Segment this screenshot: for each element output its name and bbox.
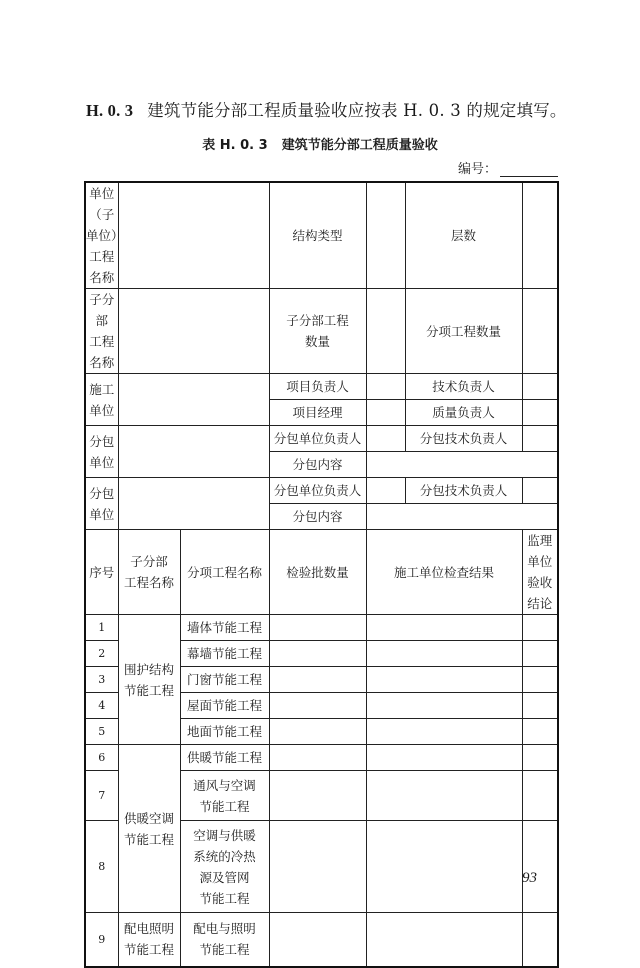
item-name <box>180 719 269 745</box>
item-name <box>180 913 269 967</box>
batch-count-value[interactable] <box>269 745 366 771</box>
supervisor-header-line: 验收结论 <box>527 575 553 611</box>
sub-tech-leader-2-label: 分包技术负责人 <box>405 478 522 504</box>
supervisor-value[interactable] <box>522 667 558 693</box>
table-number: 表 H. 0. 3 <box>202 138 268 153</box>
item-name <box>180 771 269 821</box>
structure-type-value[interactable] <box>366 182 405 289</box>
sub-tech-leader-label: 分包技术负责人 <box>405 426 522 452</box>
contractor-result-value[interactable] <box>366 693 522 719</box>
supervisor-value[interactable] <box>522 771 558 821</box>
sub-division-name-label-line: 工程名称 <box>89 334 115 370</box>
item-name-line: 地面节能工程 <box>186 724 262 739</box>
item-name <box>180 667 269 693</box>
batch-count-value[interactable] <box>269 693 366 719</box>
row-number: 1 <box>85 615 118 641</box>
contractor-result-value[interactable] <box>366 719 522 745</box>
sub-division-count-label <box>269 289 366 374</box>
batch-count-value[interactable] <box>269 719 366 745</box>
contractor-label: 施工单位 <box>85 374 118 426</box>
batch-count-value[interactable] <box>269 913 366 967</box>
item-count-value[interactable] <box>522 289 558 374</box>
table-row <box>85 478 558 504</box>
sub-division-name-label <box>85 289 118 374</box>
table-row <box>85 913 558 967</box>
contractor-result-value[interactable] <box>366 667 522 693</box>
item-name <box>180 693 269 719</box>
sub-content-2-value[interactable] <box>366 504 558 530</box>
item-count-label: 分项工程数量 <box>405 289 522 374</box>
group-name-line: 节能工程 <box>123 831 174 847</box>
unit-name-label <box>85 182 124 289</box>
item-name-line: 屋面节能工程 <box>186 698 262 713</box>
row-number: 8 <box>85 821 118 913</box>
section-number: H. 0. 3 <box>86 101 134 120</box>
item-name-line: 配电与照明 <box>193 921 256 937</box>
contractor-value[interactable] <box>118 374 269 426</box>
contractor-result-value[interactable] <box>366 913 522 967</box>
supervisor-value[interactable] <box>522 693 558 719</box>
row-number: 3 <box>85 667 118 693</box>
item-name <box>180 745 269 771</box>
supervisor-value[interactable] <box>522 641 558 667</box>
table-row <box>85 745 558 771</box>
contractor-result-value[interactable] <box>366 745 522 771</box>
sub-unit-leader-value[interactable] <box>366 426 405 452</box>
quality-leader-label: 质量负责人 <box>405 400 522 426</box>
batch-count-value[interactable] <box>269 771 366 821</box>
contractor-result-value[interactable] <box>366 641 522 667</box>
group-name-line: 围护结构 <box>123 661 174 677</box>
table-row <box>85 530 558 615</box>
row-number: 7 <box>85 771 118 821</box>
unit-name-value[interactable] <box>118 182 269 289</box>
unit-name-label-line: 单位 <box>89 186 115 201</box>
item-name-line: 供暖节能工程 <box>186 750 262 765</box>
sub-unit-leader-label: 分包单位负责人 <box>269 426 366 452</box>
sub-content-value[interactable] <box>366 452 558 478</box>
item-name-line: 源及管网 <box>199 869 250 885</box>
table-row <box>85 426 558 452</box>
supervisor-header-line: 监理单位 <box>527 533 553 569</box>
table-row <box>85 182 558 289</box>
subcontractor-2-label: 分包单位 <box>85 478 118 530</box>
item-name <box>180 821 269 913</box>
sub-content-label: 分包内容 <box>269 452 366 478</box>
sub-unit-leader-2-label: 分包单位负责人 <box>269 478 366 504</box>
project-leader-label: 项目负责人 <box>269 374 366 400</box>
group-name <box>118 615 180 745</box>
sub-tech-leader-value[interactable] <box>522 426 558 452</box>
item-name-line: 墙体节能工程 <box>186 620 262 635</box>
group-name-line: 配电照明 <box>123 921 174 937</box>
serial-number-field <box>458 158 558 177</box>
page-number: 93 <box>522 870 537 886</box>
item-name-line: 空调与供暖 <box>193 827 256 843</box>
project-manager-value[interactable] <box>366 400 405 426</box>
tech-leader-label: 技术负责人 <box>405 374 522 400</box>
row-number: 2 <box>85 641 118 667</box>
contractor-result-value[interactable] <box>366 615 522 641</box>
sub-division-count-value[interactable] <box>366 289 405 374</box>
item-name-line: 门窗节能工程 <box>186 672 262 687</box>
contractor-result-header: 施工单位检查结果 <box>366 530 522 615</box>
subcontractor-2-value[interactable] <box>118 478 269 530</box>
supervisor-value[interactable] <box>522 745 558 771</box>
group-name-line: 节能工程 <box>123 942 174 958</box>
sub-division-name-value[interactable] <box>118 289 269 374</box>
row-number: 6 <box>85 745 118 771</box>
supervisor-value[interactable] <box>522 615 558 641</box>
group-name-line: 节能工程 <box>123 682 174 698</box>
sub-division-name-label-line: 子分部 <box>89 292 115 328</box>
group-name-line: 供暖空调 <box>123 810 174 826</box>
sub-division-header-line: 工程名称 <box>123 575 174 590</box>
unit-name-label-line: 工程名称 <box>89 249 115 285</box>
sub-division-header-line: 子分部 <box>130 554 168 569</box>
item-name-line: 节能工程 <box>199 890 250 906</box>
quality-leader-value[interactable] <box>522 400 558 426</box>
row-number: 9 <box>85 913 118 967</box>
row-number: 5 <box>85 719 118 745</box>
item-name <box>180 615 269 641</box>
section-heading <box>86 97 567 121</box>
batch-count-header: 检验批数量 <box>269 530 366 615</box>
seq-header: 序号 <box>85 530 118 615</box>
item-name-line: 节能工程 <box>199 942 250 958</box>
table-row <box>85 615 558 641</box>
item-name-line: 系统的冷热 <box>193 848 256 864</box>
item-name-line: 通风与空调 <box>193 777 256 793</box>
supervisor-value[interactable] <box>522 821 558 913</box>
contractor-result-value[interactable] <box>366 821 522 913</box>
unit-name-label-line: （子单位） <box>86 207 124 243</box>
serial-label: 编号： <box>458 162 498 177</box>
batch-count-value[interactable] <box>269 821 366 913</box>
table-row <box>85 374 558 400</box>
subcontractor-label: 分包单位 <box>85 426 118 478</box>
item-name-line: 节能工程 <box>199 798 250 814</box>
table-caption <box>0 134 640 153</box>
batch-count-value[interactable] <box>269 615 366 641</box>
floors-label: 层数 <box>405 182 522 289</box>
sub-division-count-label-line: 数量 <box>304 334 330 349</box>
structure-type-label: 结构类型 <box>269 182 366 289</box>
project-leader-value[interactable] <box>366 374 405 400</box>
batch-count-value[interactable] <box>269 667 366 693</box>
batch-count-value[interactable] <box>269 641 366 667</box>
item-name-header: 分项工程名称 <box>180 530 269 615</box>
project-manager-label: 项目经理 <box>269 400 366 426</box>
acceptance-form <box>84 181 559 968</box>
sub-unit-leader-2-value[interactable] <box>366 478 405 504</box>
item-name <box>180 641 269 667</box>
floors-value[interactable] <box>522 182 558 289</box>
item-name-line: 幕墙节能工程 <box>186 646 262 661</box>
sub-content-2-label: 分包内容 <box>269 504 366 530</box>
subcontractor-value[interactable] <box>118 426 269 478</box>
section-text: 建筑节能分部工程质量验收应按表 H. 0. 3 的规定填写。 <box>147 101 567 120</box>
table-title: 建筑节能分部工程质量验收 <box>281 138 438 153</box>
sub-division-count-label-line: 子分部工程 <box>286 313 349 328</box>
group-name <box>118 913 180 967</box>
sub-division-header <box>118 530 180 615</box>
row-number: 4 <box>85 693 118 719</box>
supervisor-value[interactable] <box>522 719 558 745</box>
table-row <box>85 289 558 374</box>
contractor-result-value[interactable] <box>366 771 522 821</box>
serial-blank[interactable] <box>500 162 558 177</box>
tech-leader-value[interactable] <box>522 374 558 400</box>
supervisor-value[interactable] <box>522 913 558 967</box>
supervisor-header <box>522 530 558 615</box>
sub-tech-leader-2-value[interactable] <box>522 478 558 504</box>
group-name <box>118 745 180 913</box>
